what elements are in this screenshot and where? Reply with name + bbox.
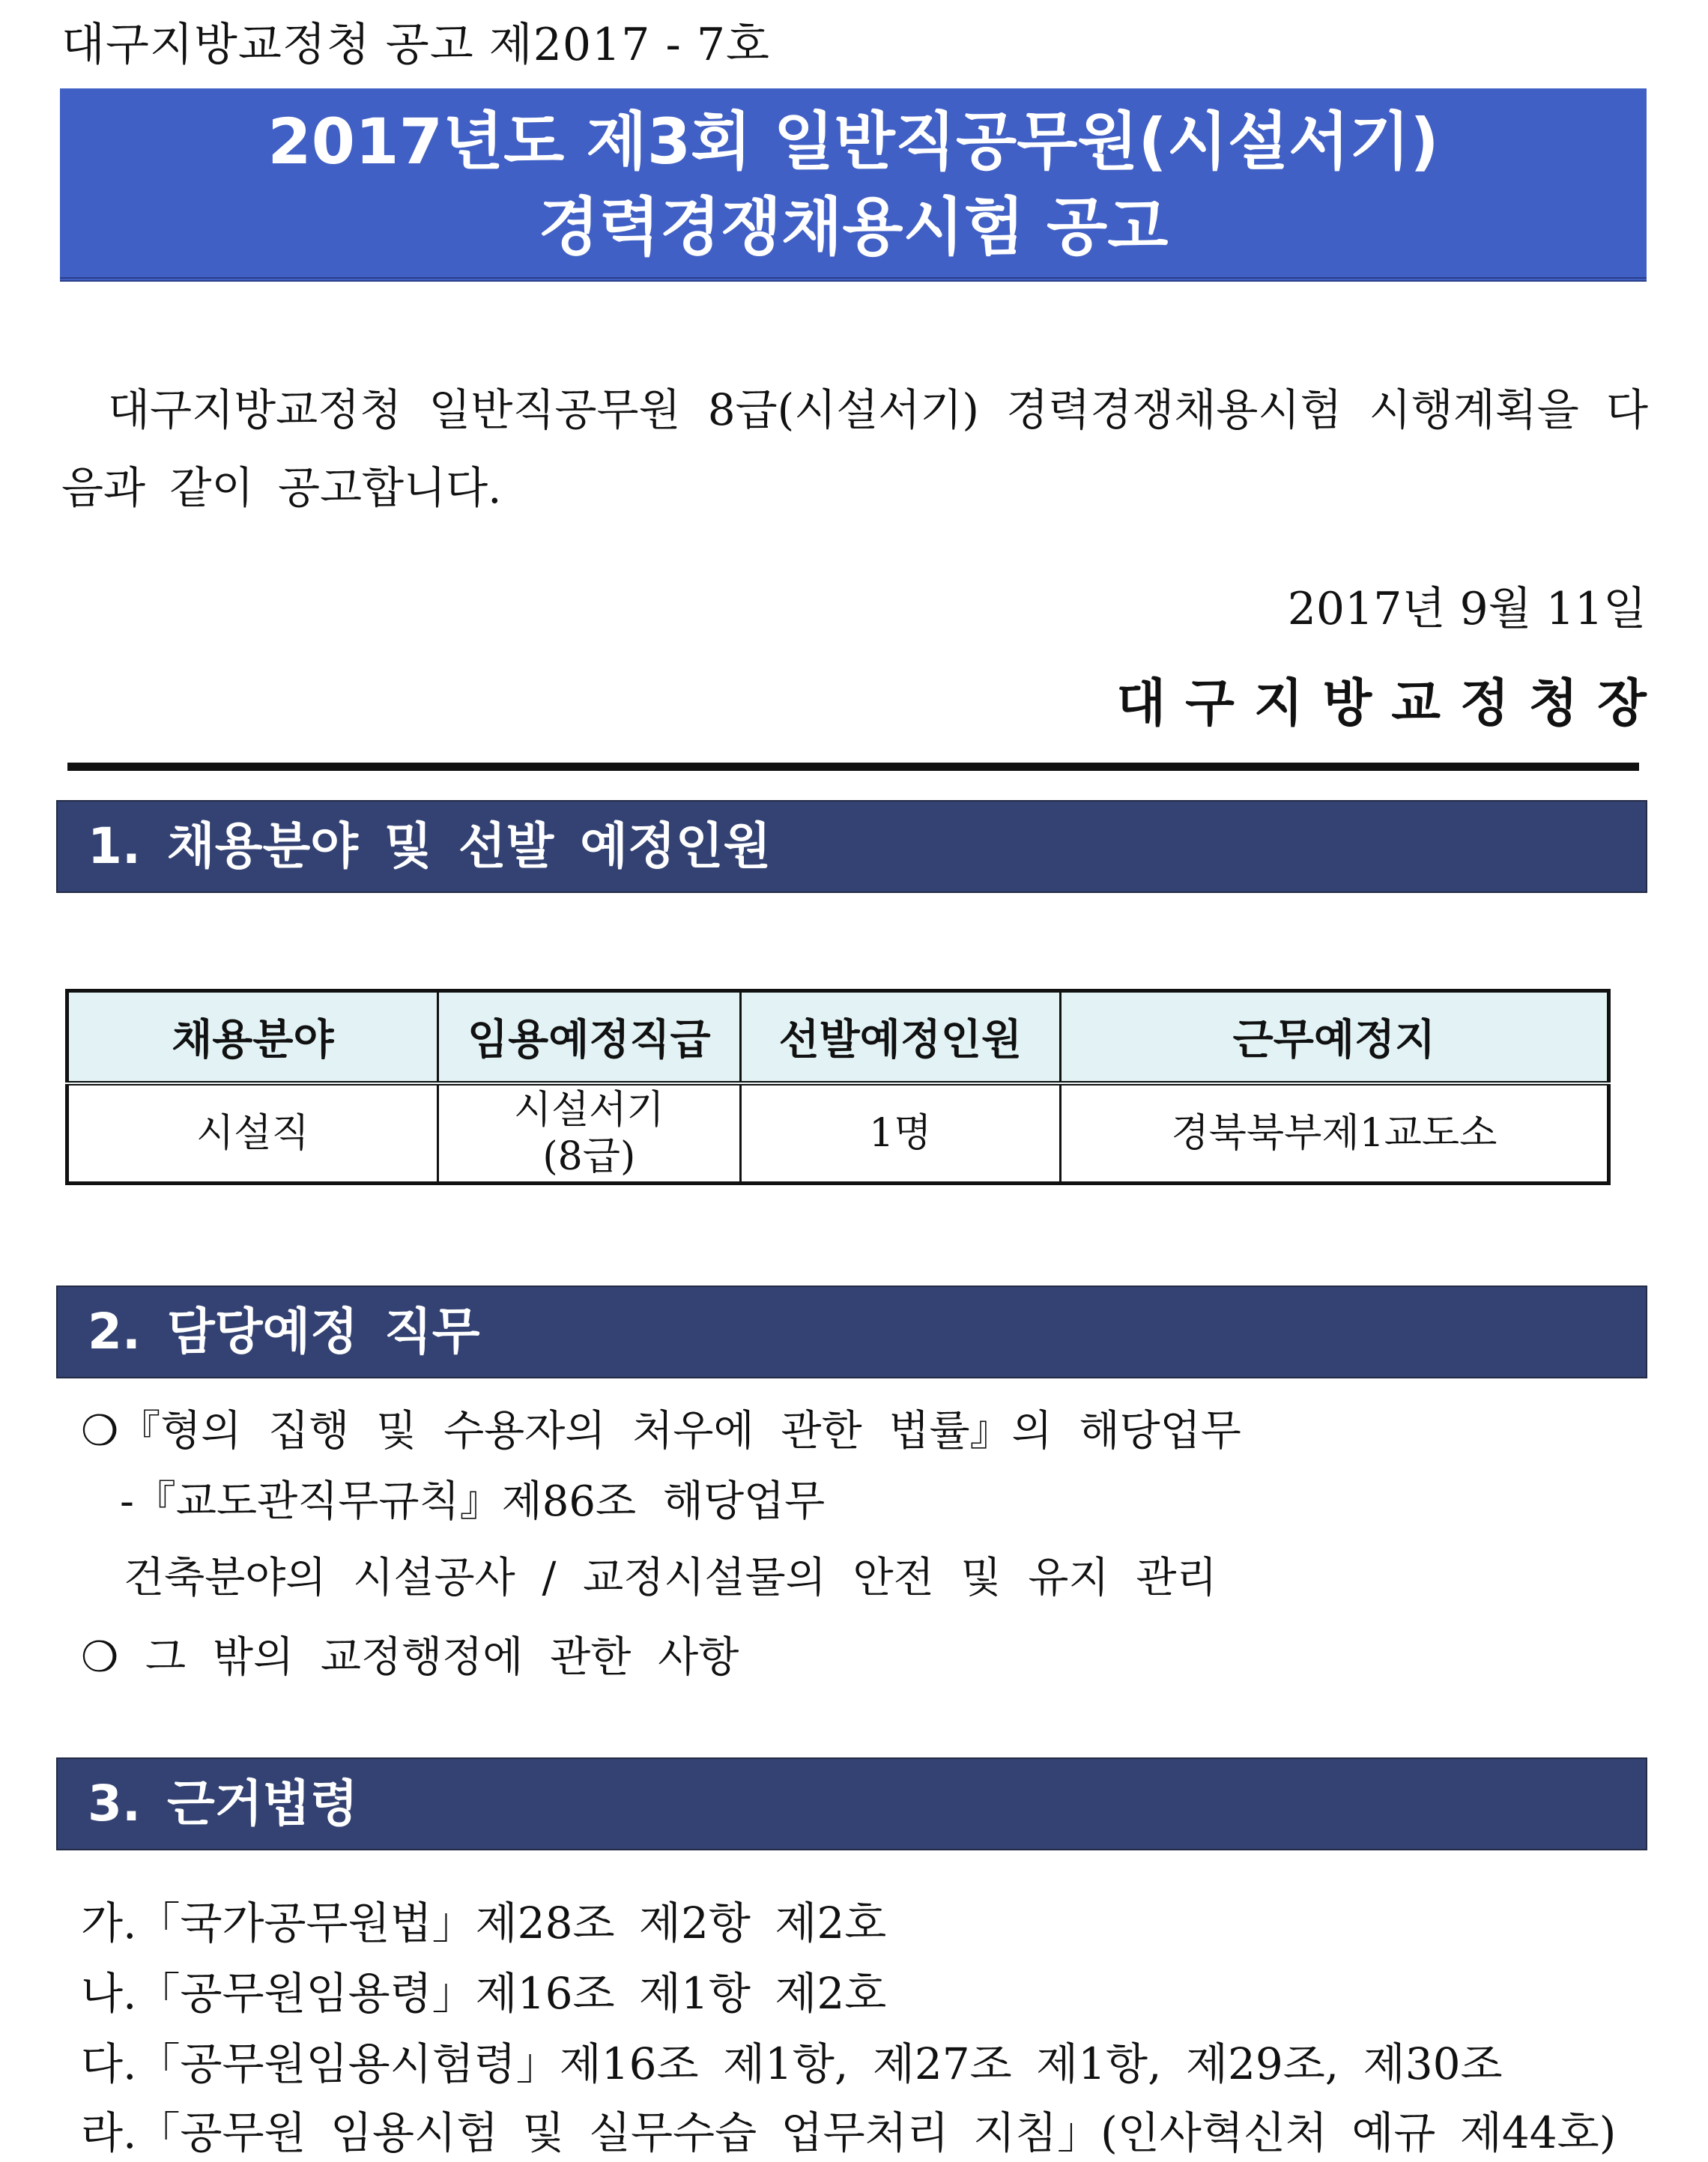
law-item: 나.「공무원임용령」제16조 제1항 제2호: [81, 1968, 887, 2019]
cell-count: 1명: [740, 1083, 1060, 1184]
notice-date: 2017년 9월 11일: [1287, 583, 1647, 635]
cell-grade-line-1: 시설서기: [513, 1088, 664, 1133]
table-row: [67, 1083, 1609, 1184]
cell-location: 경북북부제1교도소: [1060, 1083, 1608, 1184]
title-banner: [60, 88, 1647, 282]
intro-paragraph: 대구지방교정청 일반직공무원 8급(시설서기) 경력경쟁채용시험 시행계획을 다음과 같이 공고합니다.: [61, 384, 1648, 513]
title-line-2: 경력경쟁채용시험 공고: [538, 190, 1169, 264]
section-heading-3: 3. 근거법령: [56, 1757, 1647, 1850]
table-header: 임용예정직급: [437, 991, 740, 1084]
law-item: 라.「공무원 임용시험 및 실무수습 업무처리 지침」(인사혁신처 예규 제44호): [81, 2107, 1617, 2158]
table-header: 근무예정지: [1060, 991, 1608, 1084]
cell-grade-line-2: (8급): [542, 1134, 636, 1179]
table-header: 채용분야: [67, 991, 438, 1084]
recruitment-table: [65, 989, 1611, 1185]
section-heading-2: 2. 담당예정 직무: [56, 1286, 1647, 1378]
cell-field: 시설직: [196, 1111, 309, 1156]
law-item: 가.「국가공무원법」제28조 제2항 제2호: [81, 1898, 887, 1948]
divider-rule: [67, 763, 1639, 771]
section-heading-1: 1. 채용분야 및 선발 예정인원: [56, 800, 1647, 893]
notice-number: 대구지방교정청 공고 제2017 - 7호: [61, 19, 770, 71]
duty-detail: 건축분야의 시설공사 / 교정시설물의 안전 및 유지 관리: [124, 1554, 1217, 1602]
duty-subitem: -『교도관직무규칙』제86조 해당업무: [120, 1477, 826, 1526]
table-header: 선발예정인원: [740, 991, 1060, 1084]
duty-item: ❍『형의 집행 및 수용자의 처우에 관한 법률』의 해당업무: [81, 1407, 1241, 1456]
duty-item: ❍ 그 밖의 교정행정에 관한 사항: [81, 1633, 739, 1682]
cell-grade: [437, 1083, 740, 1184]
title-line-1: 2017년도 제3회 일반직공무원(시설서기): [267, 105, 1439, 178]
law-item: 다.「공무원임용시험령」제16조 제1항, 제27조 제1항, 제29조, 제30조: [81, 2038, 1503, 2089]
issuer-name: 대구지방교정청장: [1116, 673, 1666, 733]
table-header-row: [67, 991, 1609, 1084]
